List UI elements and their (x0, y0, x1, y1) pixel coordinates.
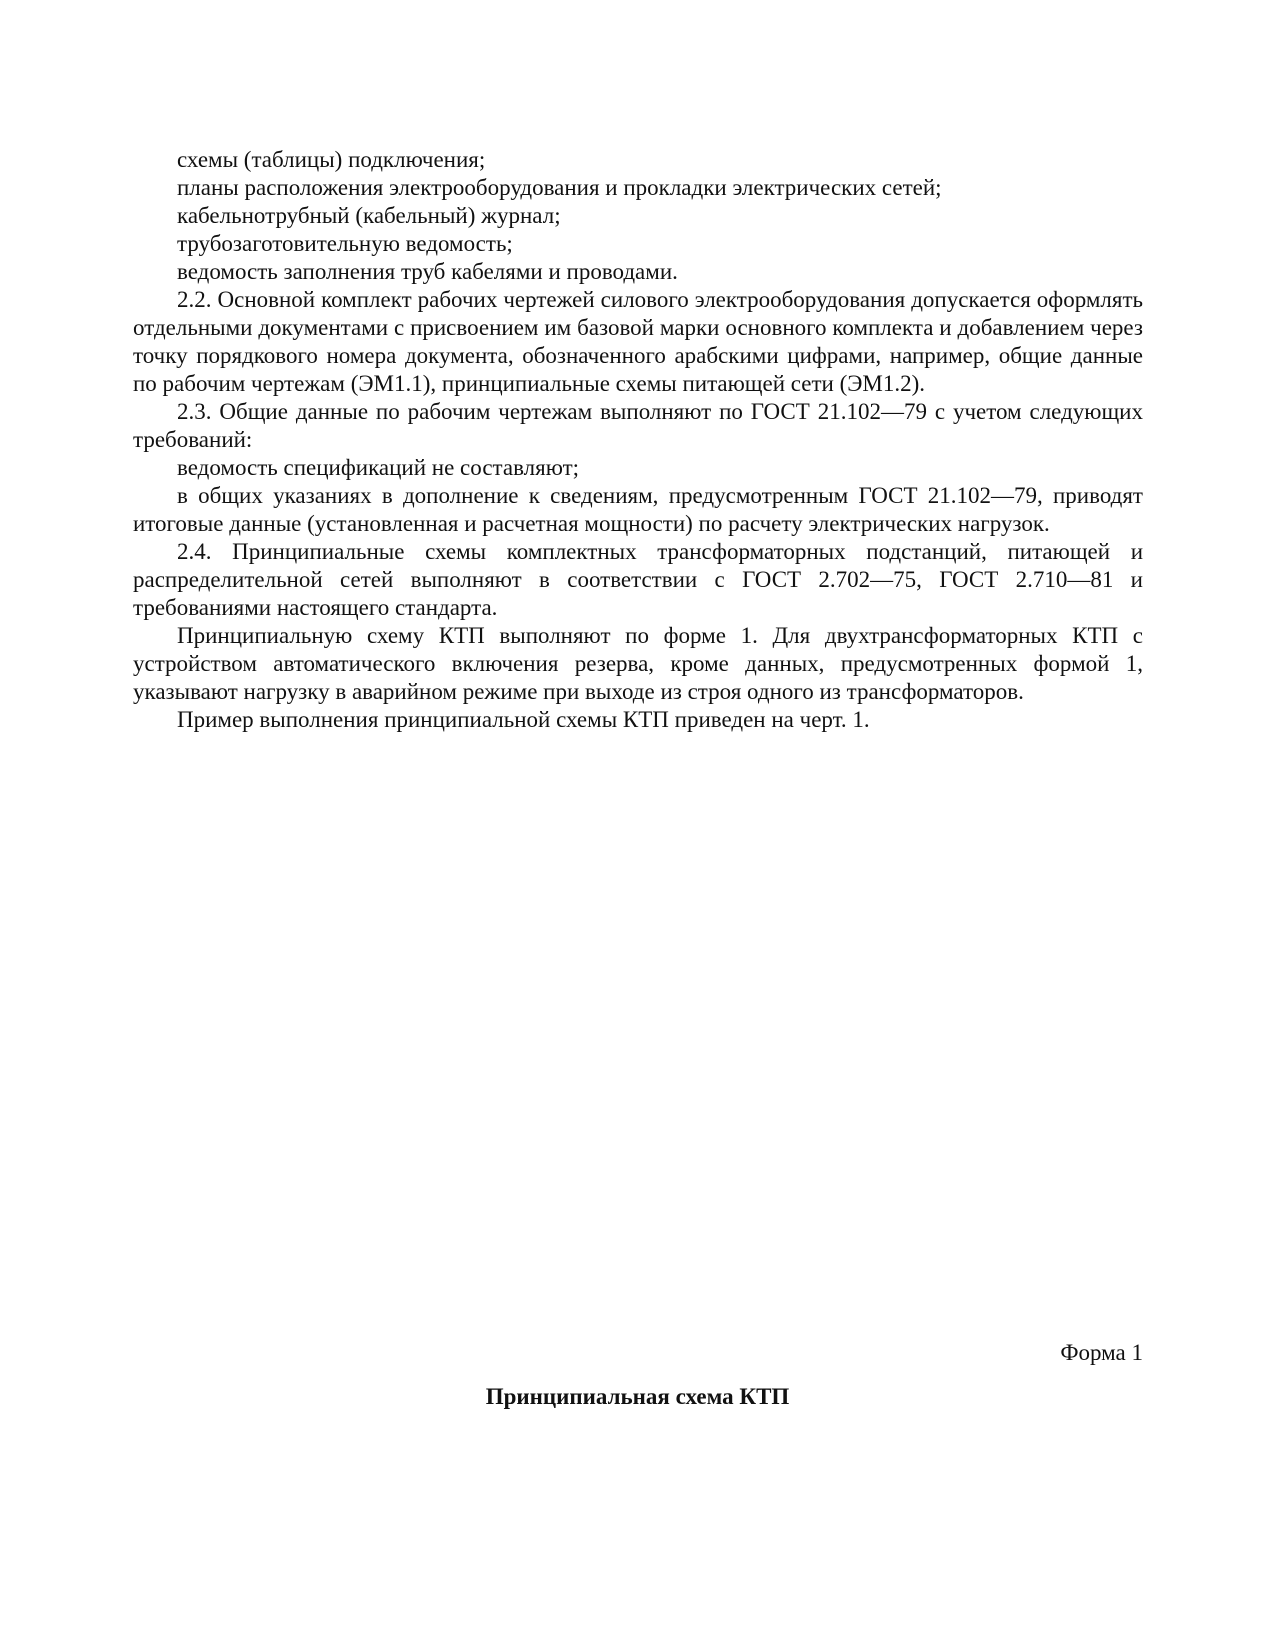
paragraph-2-2: 2.2. Основной комплект рабочих чертежей силового электрооборудования допускается оформлять отдельными документами с присвоением им базовой марки основного комплекта и добавлением через точку порядкового номера документа, обозначенного арабскими цифрами, например, общие данные по рабочим чертежам (ЭМ1.1), принципиальные схемы питающей сети (ЭМ1.2). (133, 287, 1143, 396)
paragraph-example-reference: Пример выполнения принципиальной схемы КТП приведен на черт. 1. (177, 707, 870, 732)
paragraph-list-item-4: трубозаготовительную ведомость; (177, 231, 513, 256)
document-body (133, 146, 1143, 734)
paragraph-list-item-5: ведомость заполнения труб кабелями и проводами. (177, 259, 678, 284)
paragraph-requirement-2: в общих указаниях в дополнение к сведениям, предусмотренным ГОСТ 21.102—79, приводят итоговые данные (установленная и расчетная мощности) по расчету электрических нагрузок. (133, 483, 1143, 536)
paragraph-ktp-scheme: Принципиальную схему КТП выполняют по форме 1. Для двухтрансформаторных КТП с устройством автоматического включения резерва, кроме данных, предусмотренных формой 1, указывают нагрузку в аварийном режиме при выходе из строя одного из трансформаторов. (133, 623, 1143, 704)
paragraph-requirement-1: ведомость спецификаций не составляют; (177, 455, 580, 480)
form-label: Форма 1 (1060, 1340, 1143, 1365)
paragraph-list-item-1: схемы (таблицы) подключения; (177, 147, 486, 172)
paragraph-list-item-3: кабельнотрубный (кабельный) журнал; (177, 203, 561, 228)
paragraph-2-3: 2.3. Общие данные по рабочим чертежам выполняют по ГОСТ 21.102—79 с учетом следующих требований: (133, 399, 1143, 452)
form-title: Принципиальная схема КТП (485, 1384, 790, 1409)
paragraph-list-item-2: планы расположения электрооборудования и прокладки электрических сетей; (177, 175, 942, 200)
paragraph-2-4: 2.4. Принципиальные схемы комплектных трансформаторных подстанций, питающей и распределительной сетей выполняют в соответствии с ГОСТ 2.702—75, ГОСТ 2.710—81 и требованиями настоящего стандарта. (133, 539, 1143, 620)
